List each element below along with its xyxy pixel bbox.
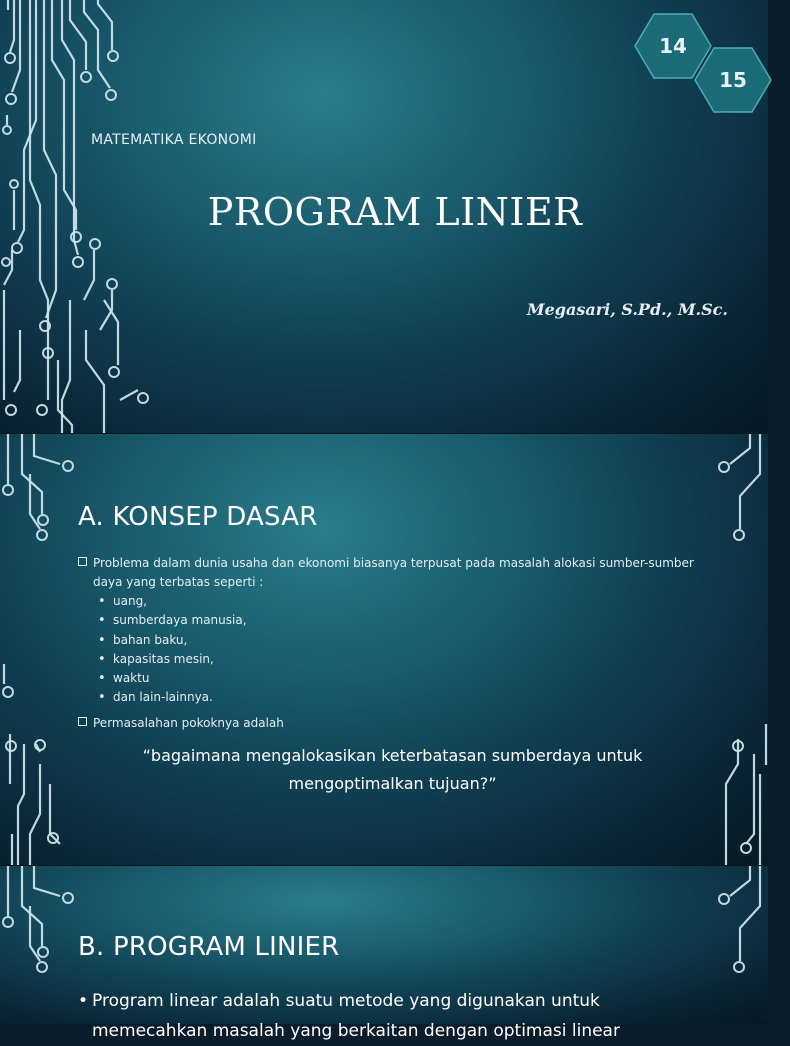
- list-item: • waktu: [98, 669, 698, 688]
- author-name: Megasari, S.Pd., M.Sc.: [526, 300, 728, 319]
- paragraph-problem: [78, 554, 698, 592]
- list-item: • bahan baku,: [98, 631, 698, 650]
- slide-number-hexagon-15: [694, 46, 772, 114]
- linear-program-slide: [0, 866, 768, 1041]
- paragraph-main-problem-text: Permasalahan pokoknya adalah: [93, 715, 284, 730]
- slide-number-15: 15: [719, 68, 747, 92]
- definition-body: [78, 986, 698, 1046]
- circuit-decoration-right: [698, 866, 768, 1024]
- list-item: • kapasitas mesin,: [98, 650, 698, 669]
- paragraph-problem-text: Problema dalam dunia usaha dan ekonomi biasanya terpusat pada masalah alokasi sumber-sumber daya yang terbatas seperti :: [93, 556, 694, 589]
- list-item: • uang,: [98, 592, 698, 611]
- circuit-decoration-right: [698, 434, 768, 865]
- concept-body: [78, 554, 698, 733]
- slide-title: PROGRAM LINIER: [207, 190, 583, 234]
- definition-bullet: • Program linear adalah suatu metode yang digunakan untuk memecahkan masalah yang berkaitan dengan optimasi linear: [78, 986, 698, 1046]
- list-item: • sumberdaya manusia,: [98, 611, 698, 630]
- course-subtitle: MATEMATIKA EKONOMI: [91, 132, 257, 148]
- checkbox-bullet-icon: [78, 717, 87, 726]
- checkbox-bullet-icon: [78, 557, 87, 566]
- slide-number-14: 14: [659, 34, 687, 58]
- circuit-decoration-left: [0, 434, 90, 865]
- section-heading: A. KONSEP DASAR: [78, 502, 318, 532]
- key-question-quote: “bagaimana mengalokasikan keterbatasan sumberdaya untuk mengoptimalkan tujuan?”: [142, 746, 643, 793]
- section-heading: B. PROGRAM LINIER: [78, 932, 340, 962]
- title-slide: [0, 0, 768, 433]
- circuit-decoration-left: [0, 866, 90, 1024]
- paragraph-main-problem: [78, 714, 698, 733]
- concept-slide: [0, 434, 768, 865]
- list-item: • dan lain-lainnya.: [98, 688, 698, 707]
- resource-list: [78, 592, 698, 708]
